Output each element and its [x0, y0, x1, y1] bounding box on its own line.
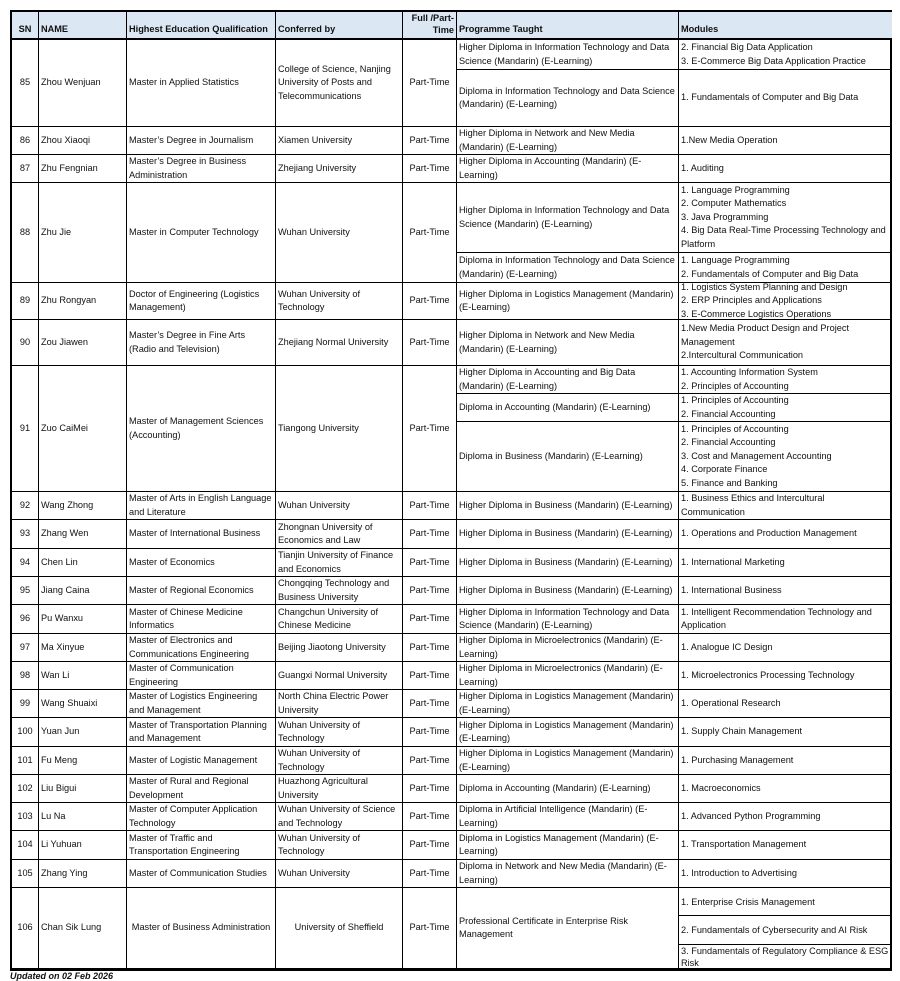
module-item: 4. Corporate Finance	[681, 464, 768, 475]
module-item: 1. Intelligent Recommendation Technology and Application	[681, 606, 872, 630]
row-conferred-by: College of Science, Nanjing University of Posts and Telecommunications	[276, 40, 403, 127]
module-item: 1. Fundamentals of Computer and Big Data	[681, 92, 859, 103]
row-sn: 85	[12, 40, 39, 127]
row-mode: Part-Time	[403, 634, 457, 662]
row-name: Pu Wanxu	[39, 605, 127, 634]
row-sn: 106	[12, 888, 39, 969]
module-item: 1. Enterprise Crisis Management	[679, 888, 892, 916]
module-item: 1. International Business	[681, 584, 782, 595]
row-programme: Higher Diploma in Network and New Media (Mandarin) (E-Learning)	[457, 127, 679, 155]
header-programme: Programme Taught	[457, 12, 679, 40]
row-qualification: Master of Economics	[127, 549, 276, 577]
row-name: Ma Xinyue	[39, 634, 127, 662]
row-sn: 100	[12, 718, 39, 747]
row-name: Wang Shuaixi	[39, 690, 127, 718]
row-programme: Higher Diploma in Business (Mandarin) (E-Learning)	[457, 549, 679, 577]
module-item: 1. Principles of Accounting	[681, 423, 789, 434]
row-name: Wang Zhong	[39, 492, 127, 520]
row-mode: Part-Time	[403, 549, 457, 577]
module-item: 1. Introduction to Advertising	[681, 867, 797, 878]
row-modules	[679, 40, 892, 70]
row-qualification: Master’s Degree in Journalism	[127, 127, 276, 155]
row-name: Chen Lin	[39, 549, 127, 577]
row-sn: 93	[12, 520, 39, 549]
row-programme: Professional Certificate in Enterprise Risk Management	[457, 888, 679, 969]
row-mode: Part-Time	[403, 605, 457, 634]
header-conferred-by: Conferred by	[276, 12, 403, 40]
staff-qualifications-table	[10, 10, 892, 971]
row-qualification: Master of International Business	[127, 520, 276, 549]
module-item: 1. Operational Research	[681, 697, 781, 708]
row-modules	[679, 492, 892, 520]
row-qualification: Master of Chinese Medicine Informatics	[127, 605, 276, 634]
row-programme: Higher Diploma in Logistics Management (Mandarin) (E-Learning)	[457, 718, 679, 747]
row-sn: 89	[12, 283, 39, 320]
row-conferred-by: Chongqing Technology and Business University	[276, 577, 403, 605]
row-conferred-by: Zhongnan University of Economics and Law	[276, 520, 403, 549]
module-item: 2. Financial Big Data Application	[681, 42, 813, 52]
row-sn: 98	[12, 662, 39, 690]
row-sn: 90	[12, 320, 39, 366]
module-item: 3. Cost and Management Accounting	[681, 450, 832, 461]
row-sn: 94	[12, 549, 39, 577]
row-mode: Part-Time	[403, 803, 457, 831]
module-item: 2. Financial Accounting	[681, 437, 776, 448]
row-qualification: Master of Transportation Planning and Management	[127, 718, 276, 747]
row-conferred-by: Zhejiang University	[276, 155, 403, 183]
module-item: 2.Intercultural Communication	[681, 350, 804, 361]
row-programme: Higher Diploma in Information Technology and Data Science (Mandarin) (E-Learning)	[457, 183, 679, 253]
row-modules	[679, 394, 892, 422]
header-mode	[403, 12, 457, 40]
row-mode: Part-Time	[403, 283, 457, 320]
row-name: Wan Li	[39, 662, 127, 690]
row-mode: Part-Time	[403, 577, 457, 605]
row-modules	[679, 718, 892, 747]
module-item: 1. Analogue IC Design	[681, 641, 773, 652]
row-sn: 101	[12, 747, 39, 775]
row-programme: Diploma in Logistics Management (Mandarin) (E-Learning)	[457, 831, 679, 860]
row-sn: 96	[12, 605, 39, 634]
module-item: 5. Finance and Banking	[681, 477, 778, 488]
row-sn: 86	[12, 127, 39, 155]
row-mode: Part-Time	[403, 40, 457, 127]
row-mode: Part-Time	[403, 366, 457, 492]
row-sn: 99	[12, 690, 39, 718]
module-item: 3. E-Commerce Big Data Application Practice	[681, 55, 866, 66]
row-modules	[679, 605, 892, 634]
header-qualification: Highest Education Qualification	[127, 12, 276, 40]
row-conferred-by: Changchun University of Chinese Medicine	[276, 605, 403, 634]
row-modules	[679, 860, 892, 888]
row-programme: Diploma in Information Technology and Data Science (Mandarin) (E-Learning)	[457, 70, 679, 127]
module-item: 1. Supply Chain Management	[681, 726, 803, 737]
row-programme: Higher Diploma in Logistics Management (Mandarin) (E-Learning)	[457, 283, 679, 320]
row-qualification: Master of Logistic Management	[127, 747, 276, 775]
row-modules	[679, 520, 892, 549]
row-programme: Higher Diploma in Microelectronics (Mandarin) (E-Learning)	[457, 634, 679, 662]
row-programme: Higher Diploma in Logistics Management (Mandarin) (E-Learning)	[457, 690, 679, 718]
row-sn: 104	[12, 831, 39, 860]
row-name: Lu Na	[39, 803, 127, 831]
row-qualification: Master in Applied Statistics	[127, 40, 276, 127]
row-programme: Higher Diploma in Business (Mandarin) (E-Learning)	[457, 520, 679, 549]
module-item: 1. Microelectronics Processing Technology	[681, 669, 855, 680]
row-modules	[679, 690, 892, 718]
row-programme: Higher Diploma in Information Technology and Data Science (Mandarin) (E-Learning)	[457, 605, 679, 634]
row-conferred-by: Wuhan University of Technology	[276, 831, 403, 860]
row-modules	[679, 320, 892, 366]
row-mode: Part-Time	[403, 492, 457, 520]
row-name: Zou Jiawen	[39, 320, 127, 366]
module-item: 1. International Marketing	[681, 556, 785, 567]
row-conferred-by: Wuhan University of Technology	[276, 747, 403, 775]
module-item: 1. Auditing	[681, 162, 724, 173]
module-item: 3. Java Programming	[681, 211, 769, 222]
row-programme: Higher Diploma in Microelectronics (Mandarin) (E-Learning)	[457, 662, 679, 690]
module-item: 1. Accounting Information System	[681, 367, 818, 377]
row-conferred-by: Huazhong Agricultural University	[276, 775, 403, 803]
row-modules	[679, 70, 892, 127]
row-programme: Higher Diploma in Network and New Media (Mandarin) (E-Learning)	[457, 320, 679, 366]
row-modules	[679, 775, 892, 803]
module-item: 1. Principles of Accounting	[681, 395, 789, 405]
row-programme: Higher Diploma in Business (Mandarin) (E-Learning)	[457, 492, 679, 520]
module-item: 2. Computer Mathematics	[681, 198, 787, 209]
row-programme: Diploma in Network and New Media (Mandarin) (E-Learning)	[457, 860, 679, 888]
row-programme: Higher Diploma in Information Technology and Data Science (Mandarin) (E-Learning)	[457, 40, 679, 70]
row-programme: Diploma in Accounting (Mandarin) (E-Learning)	[457, 394, 679, 422]
row-mode: Part-Time	[403, 662, 457, 690]
module-item: 1. Macroeconomics	[681, 782, 761, 793]
row-qualification: Master of Communication Engineering	[127, 662, 276, 690]
row-mode: Part-Time	[403, 860, 457, 888]
row-modules	[679, 366, 892, 394]
row-modules	[679, 803, 892, 831]
row-conferred-by: Xiamen University	[276, 127, 403, 155]
row-name: Zhu Rongyan	[39, 283, 127, 320]
row-modules	[679, 662, 892, 690]
row-sn: 87	[12, 155, 39, 183]
row-conferred-by: Beijing Jiaotong University	[276, 634, 403, 662]
row-qualification: Master of Arts in English Language and Literature	[127, 492, 276, 520]
row-sn: 91	[12, 366, 39, 492]
row-qualification: Master of Regional Economics	[127, 577, 276, 605]
row-name: Li Yuhuan	[39, 831, 127, 860]
row-name: Liu Bigui	[39, 775, 127, 803]
row-mode: Part-Time	[403, 320, 457, 366]
row-sn: 103	[12, 803, 39, 831]
header-mode-line1: Full /Part-	[411, 13, 454, 23]
row-qualification: Doctor of Engineering (Logistics Management)	[127, 283, 276, 320]
row-qualification: Master of Traffic and Transportation Engineering	[127, 831, 276, 860]
module-item: 2. Fundamentals of Cybersecurity and AI Risk	[679, 916, 892, 945]
row-mode: Part-Time	[403, 520, 457, 549]
row-modules	[679, 422, 892, 492]
module-item: 2. Principles of Accounting	[681, 380, 789, 391]
row-qualification: Master of Management Sciences (Accounting)	[127, 366, 276, 492]
row-sn: 92	[12, 492, 39, 520]
row-name: Fu Meng	[39, 747, 127, 775]
row-programme: Higher Diploma in Logistics Management (Mandarin) (E-Learning)	[457, 747, 679, 775]
row-modules	[679, 155, 892, 183]
row-conferred-by: Wuhan University of Science and Technology	[276, 803, 403, 831]
row-modules	[679, 549, 892, 577]
row-name: Zhang Wen	[39, 520, 127, 549]
row-mode: Part-Time	[403, 155, 457, 183]
row-programme: Diploma in Accounting (Mandarin) (E-Learning)	[457, 775, 679, 803]
row-mode: Part-Time	[403, 831, 457, 860]
row-modules	[679, 127, 892, 155]
row-mode: Part-Time	[403, 183, 457, 283]
row-mode: Part-Time	[403, 690, 457, 718]
row-programme: Higher Diploma in Accounting and Big Data (Mandarin) (E-Learning)	[457, 366, 679, 394]
row-modules	[679, 283, 892, 320]
row-name: Zuo CaiMei	[39, 366, 127, 492]
row-conferred-by: Zhejiang Normal University	[276, 320, 403, 366]
row-mode: Part-Time	[403, 747, 457, 775]
module-item: 1. Purchasing Management	[681, 754, 794, 765]
module-item: 1. Operations and Production Management	[681, 528, 857, 539]
row-programme: Higher Diploma in Accounting (Mandarin) (E-Learning)	[457, 155, 679, 183]
row-mode: Part-Time	[403, 127, 457, 155]
row-name: Yuan Jun	[39, 718, 127, 747]
module-item: 1. Logistics System Planning and Design	[681, 283, 848, 292]
row-qualification: Master’s Degree in Business Administration	[127, 155, 276, 183]
row-conferred-by: Wuhan University	[276, 183, 403, 283]
row-sn: 105	[12, 860, 39, 888]
header-sn: SN	[12, 12, 39, 40]
row-modules	[679, 253, 892, 283]
module-item: 3. Fundamentals of Regulatory Compliance & ESG Risk	[679, 945, 892, 969]
module-item: 3. E-Commerce Logistics Operations	[681, 308, 832, 319]
row-modules	[679, 747, 892, 775]
row-name: Chan Sik Lung	[39, 888, 127, 969]
row-conferred-by: Wuhan University of Technology	[276, 718, 403, 747]
row-sn: 102	[12, 775, 39, 803]
row-sn: 97	[12, 634, 39, 662]
header-name: NAME	[39, 12, 127, 40]
row-name: Jiang Caina	[39, 577, 127, 605]
module-item: 1.New Media Product Design and Project Management	[681, 323, 850, 347]
row-mode: Part-Time	[403, 888, 457, 969]
updated-note: Updated on 02 Feb 2026	[10, 971, 114, 981]
row-modules	[679, 831, 892, 860]
row-name: Zhou Xiaoqi	[39, 127, 127, 155]
row-name: Zhou Wenjuan	[39, 40, 127, 127]
module-item: 1. Business Ethics and Intercultural Communication	[681, 493, 825, 517]
row-sn: 88	[12, 183, 39, 283]
module-item: 2. ERP Principles and Applications	[681, 295, 822, 306]
row-qualification: Master in Computer Technology	[127, 183, 276, 283]
module-item: 1. Advanced Python Programming	[681, 810, 821, 821]
module-item: 1. Language Programming	[681, 184, 790, 195]
row-conferred-by: University of Sheffield	[276, 888, 403, 969]
row-qualification: Master of Rural and Regional Development	[127, 775, 276, 803]
row-programme: Diploma in Information Technology and Data Science (Mandarin) (E-Learning)	[457, 253, 679, 283]
row-sn: 95	[12, 577, 39, 605]
row-conferred-by: Tianjin University of Finance and Economics	[276, 549, 403, 577]
header-mode-line2: Time	[432, 25, 454, 35]
row-conferred-by: North China Electric Power University	[276, 690, 403, 718]
row-conferred-by: Guangxi Normal University	[276, 662, 403, 690]
row-modules	[679, 577, 892, 605]
row-modules	[679, 183, 892, 253]
row-programme: Diploma in Artificial Intelligence (Mandarin) (E-Learning)	[457, 803, 679, 831]
module-item: 2. Financial Accounting	[681, 408, 776, 419]
row-qualification: Master of Computer Application Technology	[127, 803, 276, 831]
row-programme: Diploma in Business (Mandarin) (E-Learning)	[457, 422, 679, 492]
module-item: 2. Fundamentals of Computer and Big Data	[681, 268, 859, 279]
module-item: 1. Language Programming	[681, 255, 790, 265]
row-conferred-by: Wuhan University	[276, 492, 403, 520]
row-programme: Higher Diploma in Business (Mandarin) (E-Learning)	[457, 577, 679, 605]
row-name: Zhang Ying	[39, 860, 127, 888]
row-qualification: Master of Business Administration	[127, 888, 276, 969]
row-qualification: Master of Electronics and Communications Engineering	[127, 634, 276, 662]
module-item: 1.New Media Operation	[681, 134, 778, 145]
row-conferred-by: Wuhan University	[276, 860, 403, 888]
module-item: 1. Transportation Management	[681, 839, 807, 850]
row-conferred-by: Wuhan University of Technology	[276, 283, 403, 320]
row-qualification: Master’s Degree in Fine Arts (Radio and Television)	[127, 320, 276, 366]
row-qualification: Master of Logistics Engineering and Management	[127, 690, 276, 718]
row-modules	[679, 634, 892, 662]
row-name: Zhu Jie	[39, 183, 127, 283]
row-mode: Part-Time	[403, 718, 457, 747]
row-mode: Part-Time	[403, 775, 457, 803]
module-item: 4. Big Data Real-Time Processing Technology and Platform	[681, 225, 886, 249]
header-modules: Modules	[679, 12, 892, 40]
row-name: Zhu Fengnian	[39, 155, 127, 183]
row-conferred-by: Tiangong University	[276, 366, 403, 492]
row-qualification: Master of Communication Studies	[127, 860, 276, 888]
